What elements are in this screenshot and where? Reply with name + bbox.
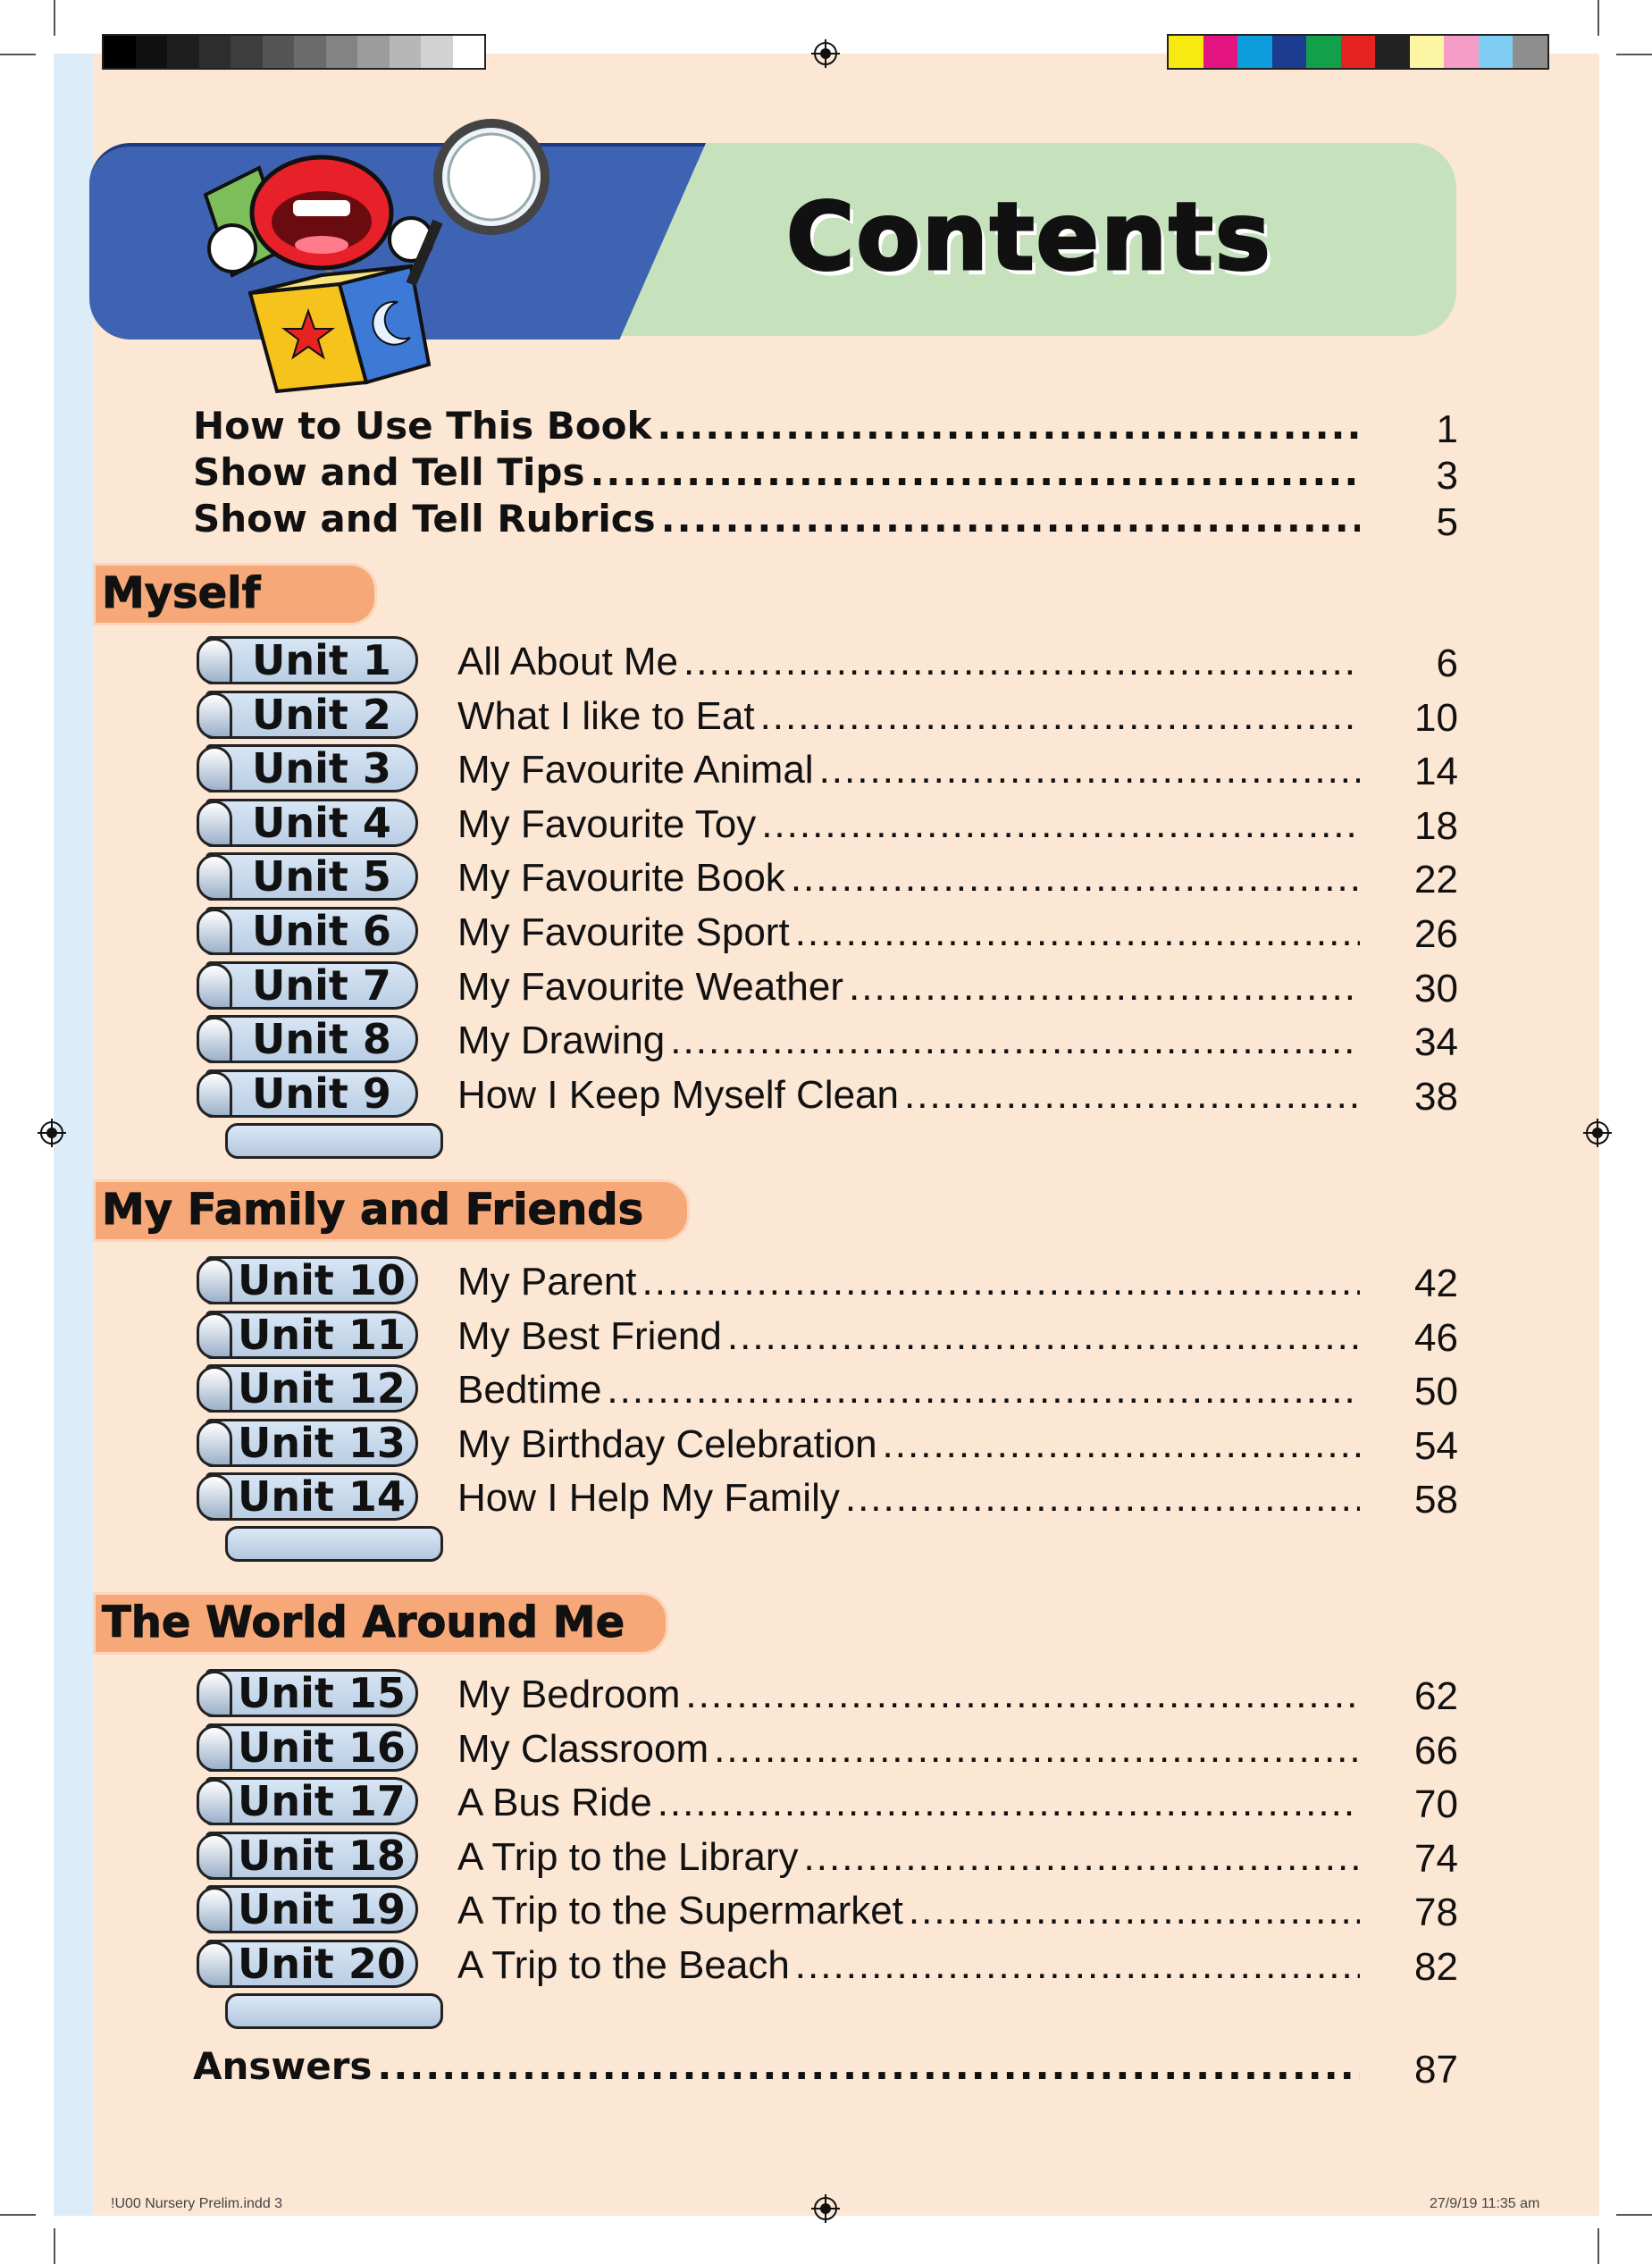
scroll-curl-icon (197, 1071, 232, 1118)
leader-dots (685, 1673, 1360, 1717)
unit-row[interactable] (457, 910, 1365, 955)
footer-date: 27/9/19 11:35 am (1430, 2196, 1540, 2211)
scroll-curl-icon (197, 1779, 232, 1825)
scroll-curl-icon (197, 801, 232, 847)
grayscale-bar (102, 34, 486, 70)
unit-scroll[interactable] (197, 1363, 427, 1413)
unit-title: My Best Friend (457, 1314, 722, 1358)
unit-scroll[interactable] (197, 960, 427, 1010)
unit-row[interactable] (457, 1019, 1365, 1063)
unit-number: Unit 7 (252, 961, 391, 1010)
leader-dots (657, 404, 1360, 448)
scroll-curl-icon (197, 1366, 232, 1413)
jack-in-the-box-mascot-icon (188, 114, 572, 400)
unit-number: Unit 4 (252, 799, 391, 847)
unit-title: My Favourite Toy (457, 802, 757, 846)
unit-row[interactable] (457, 1781, 1365, 1825)
unit-page-number: 74 (1414, 1837, 1458, 1881)
unit-scroll[interactable] (197, 905, 427, 955)
leader-dots (683, 640, 1360, 684)
front-matter-row[interactable] (193, 497, 1365, 541)
unit-number: Unit 20 (238, 1940, 406, 1988)
answers-page-number: 87 (1414, 2048, 1458, 2092)
front-matter-label: How to Use This Book (193, 404, 652, 448)
unit-row[interactable] (457, 856, 1365, 901)
leader-dots (670, 1019, 1360, 1063)
unit-scroll[interactable] (197, 1775, 427, 1825)
leader-dots (760, 694, 1360, 739)
leader-dots (904, 1073, 1360, 1118)
leader-dots (819, 748, 1360, 792)
scroll-curl-icon (197, 692, 232, 739)
unit-number: Unit 3 (252, 744, 391, 792)
scroll-bottom-curl (225, 1526, 443, 1562)
unit-row[interactable] (457, 1422, 1365, 1467)
scroll-bottom-curl (225, 1123, 443, 1159)
unit-row[interactable] (457, 1673, 1365, 1717)
unit-page-number: 30 (1414, 967, 1458, 1010)
section-title: My Family and Friends (102, 1185, 644, 1235)
leader-dots (761, 802, 1360, 847)
unit-page-number: 50 (1414, 1370, 1458, 1413)
unit-scroll[interactable] (197, 1883, 427, 1933)
unit-title: Bedtime (457, 1368, 602, 1412)
registration-mark-icon (1583, 1119, 1612, 1147)
scroll-curl-icon (197, 1941, 232, 1988)
unit-row[interactable] (457, 1260, 1365, 1304)
unit-number: Unit 10 (238, 1256, 406, 1304)
scroll-curl-icon (197, 1312, 232, 1359)
unit-title: My Favourite Sport (457, 910, 790, 954)
unit-scroll[interactable] (197, 1722, 427, 1772)
unit-page-number: 54 (1414, 1424, 1458, 1468)
scroll-curl-icon (197, 1671, 232, 1717)
unit-title: My Favourite Animal (457, 748, 814, 792)
unit-title: My Bedroom (457, 1673, 681, 1716)
scroll-curl-icon (197, 1258, 232, 1304)
front-matter-label: Show and Tell Tips (193, 450, 585, 494)
unit-title: My Favourite Book (457, 856, 785, 900)
unit-number: Unit 2 (252, 691, 391, 739)
crop-mark (0, 54, 36, 55)
front-matter-row[interactable] (193, 404, 1365, 448)
leader-dots (642, 1260, 1360, 1304)
section-title: Myself (102, 568, 261, 618)
answers-row[interactable] (193, 2044, 1365, 2088)
unit-scroll[interactable] (197, 851, 427, 901)
unit-number: Unit 16 (238, 1723, 406, 1772)
unit-title: A Trip to the Supermarket (457, 1889, 903, 1933)
unit-number: Unit 13 (238, 1419, 406, 1467)
unit-number: Unit 1 (252, 636, 391, 684)
crop-mark (0, 2214, 36, 2216)
unit-number: Unit 18 (238, 1832, 406, 1880)
unit-title: A Bus Ride (457, 1781, 652, 1824)
unit-title: A Trip to the Beach (457, 1943, 790, 1987)
unit-row[interactable] (457, 640, 1365, 684)
unit-row[interactable] (457, 1073, 1365, 1118)
leader-dots (727, 1314, 1360, 1359)
leader-dots (661, 497, 1360, 541)
scroll-bottom-curl (225, 1993, 443, 2029)
leader-dots (791, 856, 1360, 901)
unit-scroll[interactable] (197, 1667, 427, 1717)
scroll-curl-icon (197, 963, 232, 1010)
unit-row[interactable] (457, 1835, 1365, 1880)
crop-mark (1597, 0, 1599, 36)
front-matter-page-number: 5 (1436, 500, 1458, 544)
front-matter-page-number: 1 (1436, 407, 1458, 451)
leader-dots (377, 2044, 1360, 2088)
crop-mark (1616, 54, 1652, 55)
unit-row[interactable] (457, 1314, 1365, 1359)
unit-number: Unit 8 (252, 1015, 391, 1063)
unit-title: My Classroom (457, 1727, 709, 1771)
registration-mark-icon (811, 39, 840, 68)
unit-title: A Trip to the Library (457, 1835, 799, 1879)
unit-page-number: 38 (1414, 1075, 1458, 1119)
unit-page-number: 82 (1414, 1945, 1458, 1989)
unit-row[interactable] (457, 1476, 1365, 1521)
unit-title: My Favourite Weather (457, 965, 844, 1009)
unit-scroll[interactable] (197, 742, 427, 792)
unit-row[interactable] (457, 1943, 1365, 1988)
unit-page-number: 66 (1414, 1729, 1458, 1773)
unit-row[interactable] (457, 802, 1365, 847)
footer-file-name: !U00 Nursery Prelim.indd 3 (111, 2196, 283, 2211)
unit-title: All About Me (457, 640, 679, 683)
leader-dots (795, 1943, 1360, 1988)
unit-scroll[interactable] (197, 1830, 427, 1880)
leader-dots (804, 1835, 1360, 1880)
crop-mark (54, 2228, 55, 2264)
unit-scroll[interactable] (197, 797, 427, 847)
unit-page-number: 70 (1414, 1782, 1458, 1826)
unit-row[interactable] (457, 1889, 1365, 1933)
unit-title: What I like to Eat (457, 694, 755, 738)
unit-number: Unit 11 (238, 1311, 406, 1359)
unit-page-number: 18 (1414, 804, 1458, 848)
scroll-curl-icon (197, 1421, 232, 1467)
unit-page-number: 22 (1414, 858, 1458, 901)
unit-scroll[interactable] (197, 634, 427, 684)
unit-scroll[interactable] (197, 1417, 427, 1467)
unit-number: Unit 15 (238, 1669, 406, 1717)
leader-dots (909, 1889, 1360, 1933)
leader-dots (714, 1727, 1360, 1772)
front-matter-label: Show and Tell Rubrics (193, 497, 656, 541)
unit-number: Unit 12 (238, 1364, 406, 1413)
unit-title: My Parent (457, 1260, 637, 1304)
leader-dots (658, 1781, 1360, 1825)
section-title: The World Around Me (102, 1597, 625, 1648)
unit-number: Unit 14 (238, 1472, 406, 1521)
unit-page-number: 42 (1414, 1262, 1458, 1305)
unit-page-number: 46 (1414, 1316, 1458, 1360)
scroll-curl-icon (197, 1474, 232, 1521)
unit-scroll[interactable] (197, 1309, 427, 1359)
unit-title: My Birthday Celebration (457, 1422, 877, 1466)
answers-label: Answers (193, 2044, 373, 2088)
unit-number: Unit 19 (238, 1885, 406, 1933)
leader-dots (849, 965, 1360, 1010)
leader-dots (795, 910, 1360, 955)
leader-dots (590, 450, 1360, 494)
unit-number: Unit 6 (252, 907, 391, 955)
unit-scroll[interactable] (197, 1254, 427, 1304)
color-bar (1167, 34, 1549, 70)
unit-page-number: 78 (1414, 1891, 1458, 1934)
unit-scroll[interactable] (197, 1471, 427, 1521)
leader-dots (883, 1422, 1360, 1467)
crop-mark (1597, 2228, 1599, 2264)
front-matter-row[interactable] (193, 450, 1365, 494)
unit-page-number: 26 (1414, 912, 1458, 956)
unit-scroll[interactable] (197, 689, 427, 739)
unit-row[interactable] (457, 965, 1365, 1010)
unit-title: How I Help My Family (457, 1476, 840, 1520)
unit-row[interactable] (457, 748, 1365, 792)
page-title: Contents (786, 182, 1272, 291)
registration-mark-icon (38, 1119, 66, 1147)
unit-number: Unit 17 (238, 1777, 406, 1825)
unit-row[interactable] (457, 1368, 1365, 1413)
crop-mark (1616, 2214, 1652, 2216)
unit-page-number: 10 (1414, 696, 1458, 740)
unit-number: Unit 5 (252, 852, 391, 901)
scroll-curl-icon (197, 1887, 232, 1933)
unit-page-number: 34 (1414, 1020, 1458, 1064)
unit-scroll[interactable] (197, 1938, 427, 1988)
scroll-curl-icon (197, 1833, 232, 1880)
scroll-curl-icon (197, 638, 232, 684)
unit-page-number: 62 (1414, 1674, 1458, 1718)
scroll-curl-icon (197, 746, 232, 792)
scroll-curl-icon (197, 854, 232, 901)
unit-title: My Drawing (457, 1019, 666, 1062)
unit-scroll[interactable] (197, 1013, 427, 1063)
unit-page-number: 6 (1436, 641, 1458, 685)
leader-dots (607, 1368, 1360, 1413)
front-matter-page-number: 3 (1436, 454, 1458, 498)
unit-row[interactable] (457, 694, 1365, 739)
unit-row[interactable] (457, 1727, 1365, 1772)
leader-dots (845, 1476, 1360, 1521)
scroll-curl-icon (197, 1017, 232, 1063)
scroll-curl-icon (197, 1725, 232, 1772)
registration-mark-icon (811, 2194, 840, 2223)
unit-title: How I Keep Myself Clean (457, 1073, 899, 1117)
unit-page-number: 14 (1414, 750, 1458, 793)
crop-mark (54, 0, 55, 36)
unit-number: Unit 9 (252, 1069, 391, 1118)
scroll-curl-icon (197, 909, 232, 955)
unit-scroll[interactable] (197, 1068, 427, 1118)
unit-page-number: 58 (1414, 1478, 1458, 1522)
